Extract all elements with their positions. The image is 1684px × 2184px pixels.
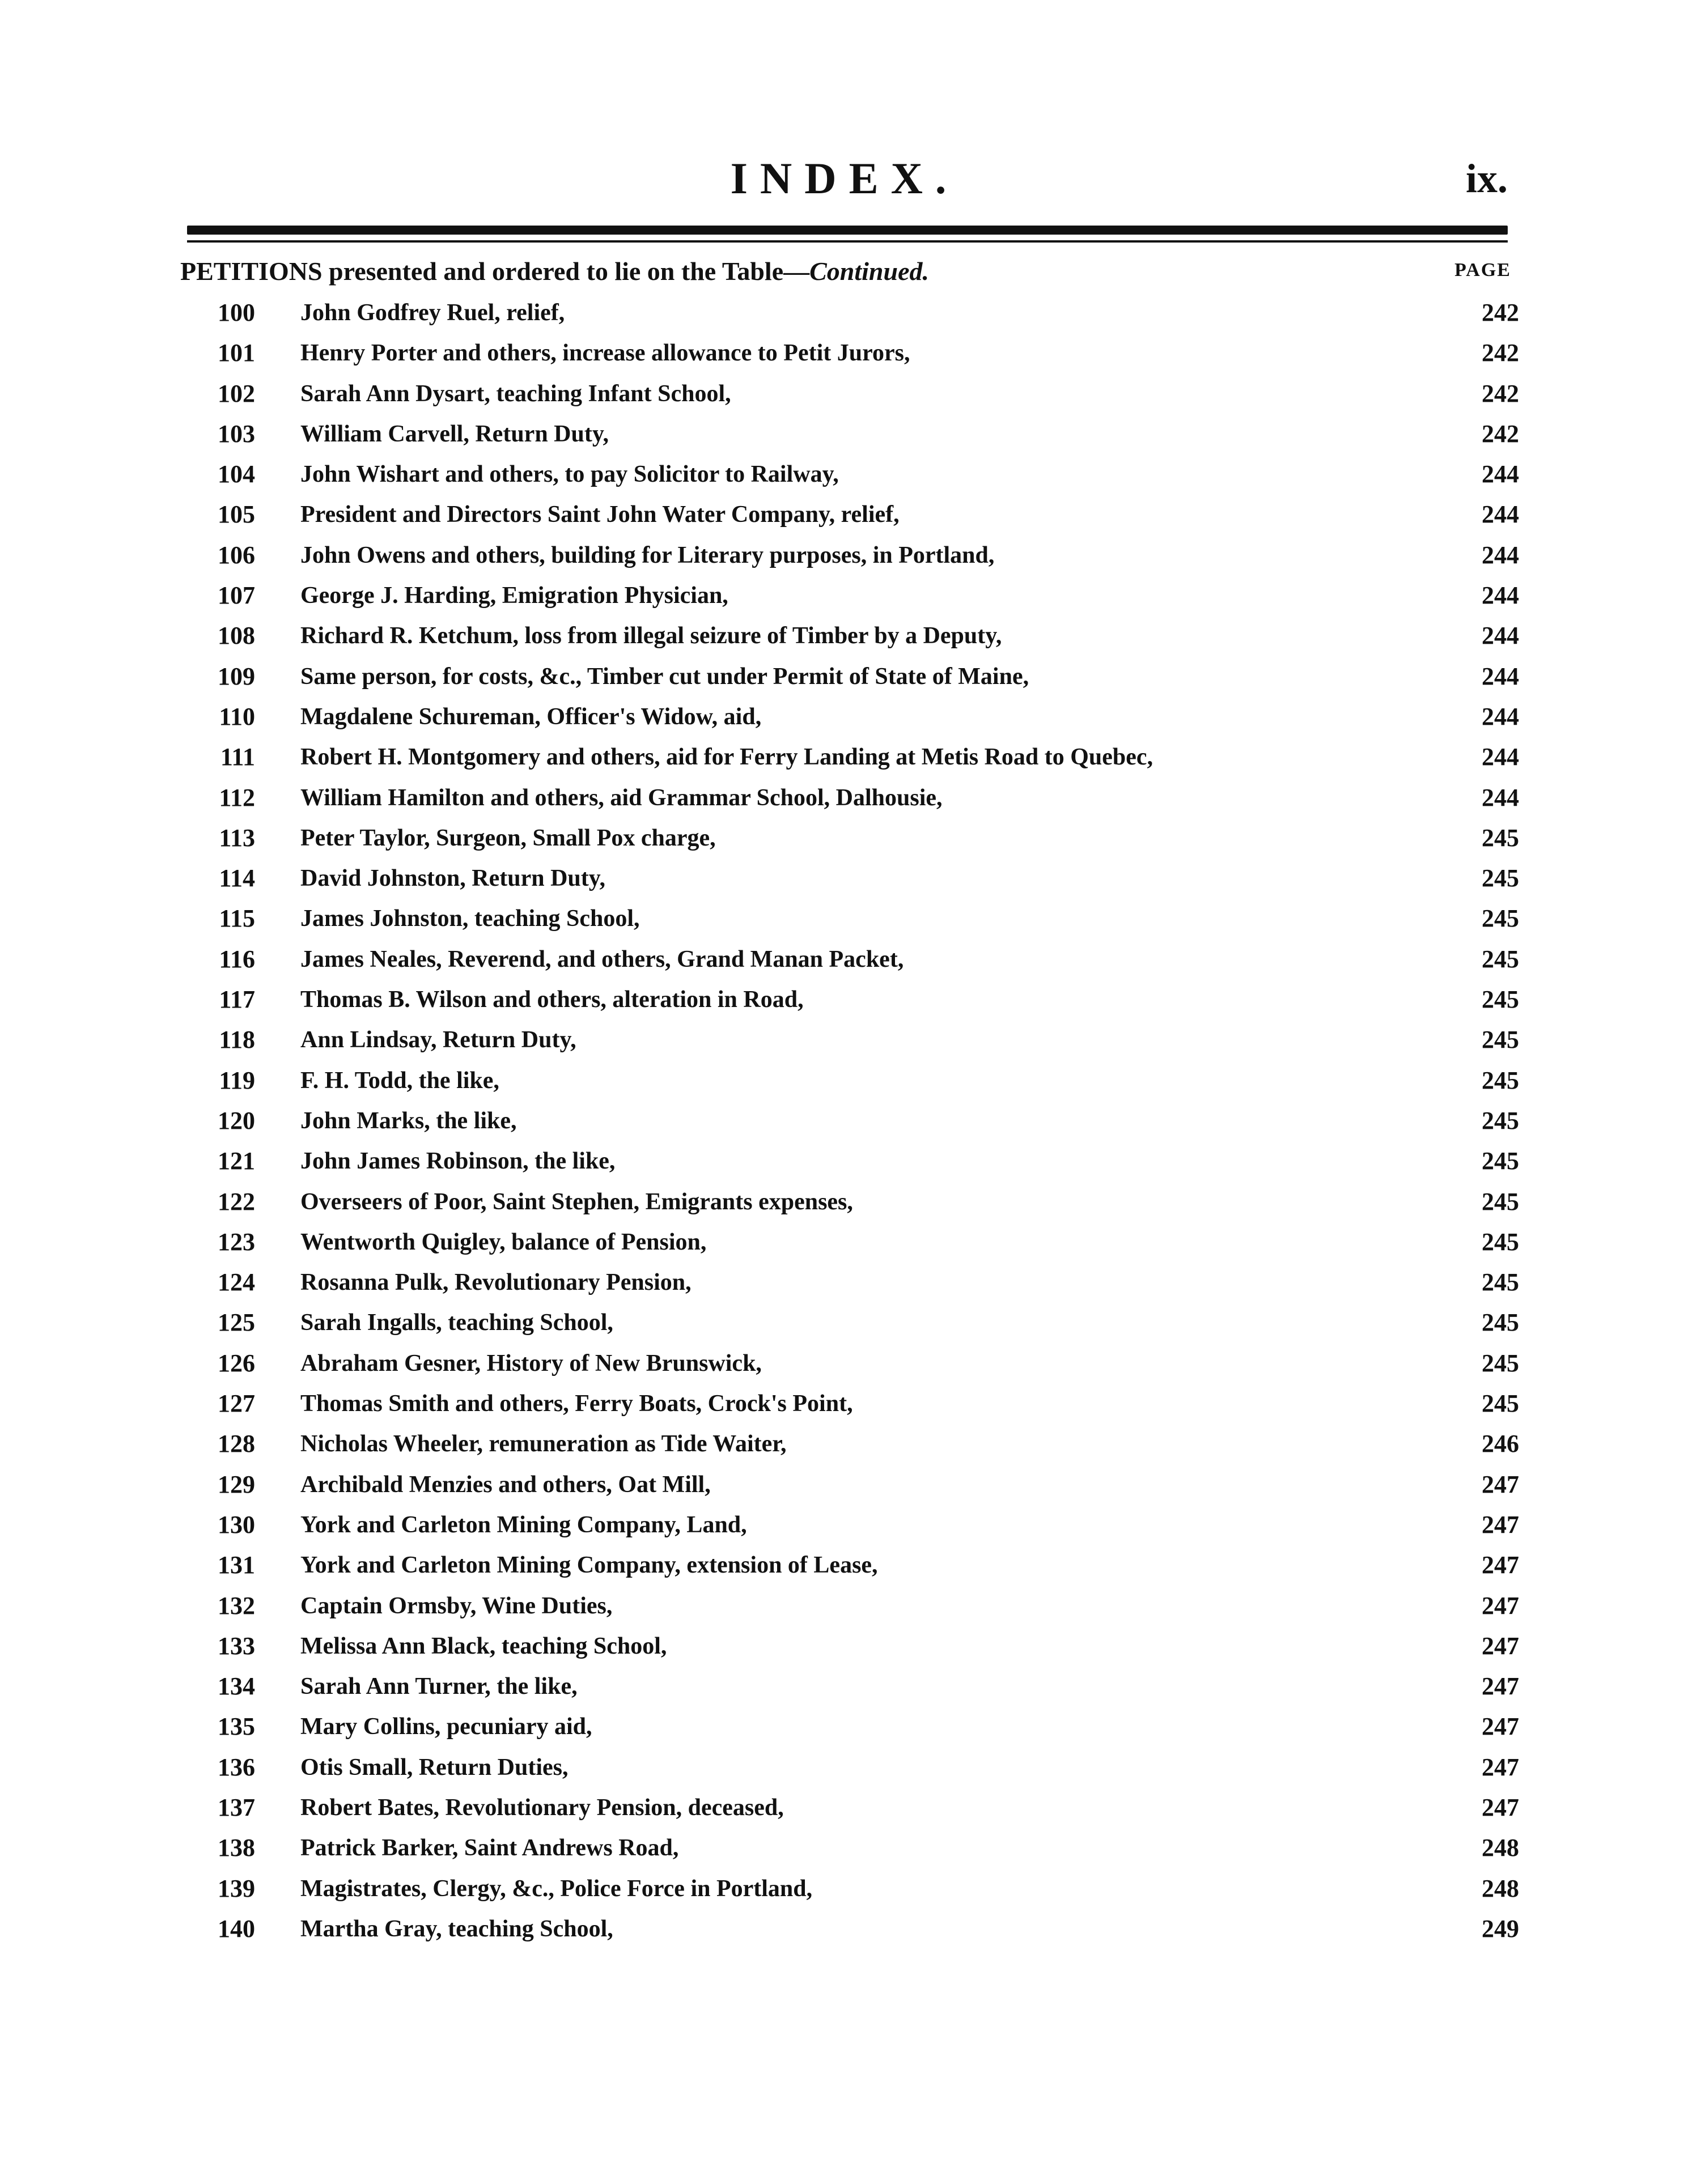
entry-number: 113 xyxy=(219,823,255,852)
index-entry xyxy=(0,373,1684,414)
entry-description: William Hamilton and others, aid Grammar School, Dalhousie, xyxy=(300,784,943,811)
entry-page-number: 244 xyxy=(1482,541,1519,569)
entry-page-number: 245 xyxy=(1482,1227,1519,1256)
entry-number: 107 xyxy=(218,581,255,610)
entry-number: 132 xyxy=(218,1591,255,1620)
index-entry xyxy=(0,454,1684,494)
index-entry xyxy=(0,1141,1684,1181)
entry-number: 118 xyxy=(219,1026,255,1054)
entry-page-number: 247 xyxy=(1482,1793,1519,1821)
index-entry xyxy=(0,1828,1684,1868)
entry-description: Abraham Gesner, History of New Brunswick, xyxy=(300,1350,762,1376)
entry-page-number: 245 xyxy=(1482,1147,1519,1175)
index-entry xyxy=(0,1262,1684,1302)
entry-number: 106 xyxy=(218,541,255,569)
entry-page-number: 247 xyxy=(1482,1753,1519,1781)
entry-page-number: 247 xyxy=(1482,1713,1519,1741)
index-entry xyxy=(0,1019,1684,1060)
index-entry xyxy=(0,333,1684,373)
entry-number: 136 xyxy=(218,1753,255,1781)
index-entry xyxy=(0,292,1684,333)
entry-number: 111 xyxy=(220,743,255,771)
entry-number: 127 xyxy=(218,1390,255,1418)
entry-description: York and Carleton Mining Company, Land, xyxy=(300,1511,747,1538)
entry-number: 117 xyxy=(219,985,255,1014)
entry-page-number: 245 xyxy=(1482,864,1519,893)
section-title-main: PETITIONS presented and ordered to lie on the Table— xyxy=(180,257,810,286)
entry-description: David Johnston, Return Duty, xyxy=(300,865,605,892)
index-entry xyxy=(0,1424,1684,1464)
entry-description: James Neales, Reverend, and others, Grand Manan Packet, xyxy=(300,946,904,972)
entry-description: Sarah Ann Dysart, teaching Infant School, xyxy=(300,380,731,407)
index-entry xyxy=(0,858,1684,898)
entry-description: Richard R. Ketchum, loss from illegal seizure of Timber by a Deputy, xyxy=(300,623,1002,649)
entry-page-number: 245 xyxy=(1482,1106,1519,1135)
entry-description: Captain Ormsby, Wine Duties, xyxy=(300,1592,613,1619)
index-entry xyxy=(0,1302,1684,1342)
index-entry xyxy=(0,1505,1684,1545)
entry-number: 102 xyxy=(218,379,255,407)
entry-number: 126 xyxy=(218,1349,255,1377)
entry-description: Mary Collins, pecuniary aid, xyxy=(300,1714,592,1740)
entry-page-number: 245 xyxy=(1482,1308,1519,1337)
entry-page-number: 247 xyxy=(1482,1470,1519,1498)
entry-description: Same person, for costs, &c., Timber cut under Permit of State of Maine, xyxy=(300,663,1029,690)
entry-page-number: 245 xyxy=(1482,1349,1519,1377)
entry-number: 101 xyxy=(218,339,255,367)
index-entry xyxy=(0,1383,1684,1424)
entry-description: Archibald Menzies and others, Oat Mill, xyxy=(300,1471,711,1498)
entry-description: F. H. Todd, the like, xyxy=(300,1067,499,1094)
entry-page-number: 245 xyxy=(1482,1268,1519,1297)
entry-description: Thomas Smith and others, Ferry Boats, Crock's Point, xyxy=(300,1391,853,1417)
index-entry xyxy=(0,1222,1684,1262)
index-entry xyxy=(0,1626,1684,1666)
entry-number: 122 xyxy=(218,1187,255,1216)
entry-number: 115 xyxy=(219,904,255,933)
index-entry xyxy=(0,696,1684,737)
page-title: INDEX. xyxy=(730,154,959,203)
entry-page-number: 245 xyxy=(1482,904,1519,933)
entry-page-number: 244 xyxy=(1482,743,1519,771)
entry-number: 125 xyxy=(218,1308,255,1337)
entry-page-number: 248 xyxy=(1482,1834,1519,1862)
index-entry xyxy=(0,535,1684,575)
index-entry xyxy=(0,1464,1684,1505)
entry-number: 109 xyxy=(218,662,255,690)
entry-number: 104 xyxy=(218,460,255,488)
entry-page-number: 245 xyxy=(1482,1026,1519,1054)
index-entry xyxy=(0,575,1684,615)
entry-description: Peter Taylor, Surgeon, Small Pox charge, xyxy=(300,825,716,851)
entry-description: Sarah Ann Turner, the like, xyxy=(300,1673,578,1700)
entry-number: 138 xyxy=(218,1834,255,1862)
entry-number: 130 xyxy=(218,1510,255,1539)
header-rule-thick xyxy=(187,226,1508,235)
index-entry xyxy=(0,1182,1684,1222)
entry-page-number: 247 xyxy=(1482,1510,1519,1539)
entry-number: 124 xyxy=(218,1268,255,1297)
entry-page-number: 242 xyxy=(1482,339,1519,367)
entry-description: George J. Harding, Emigration Physician, xyxy=(300,583,728,609)
index-entry xyxy=(0,1545,1684,1585)
index-entry xyxy=(0,1666,1684,1706)
entry-number: 112 xyxy=(219,783,255,811)
entry-description: Melissa Ann Black, teaching School, xyxy=(300,1633,667,1659)
entry-number: 110 xyxy=(219,702,255,730)
entry-description: William Carvell, Return Duty, xyxy=(300,420,609,447)
index-entry xyxy=(0,1060,1684,1101)
entry-number: 123 xyxy=(218,1227,255,1256)
section-title-continued: Continued. xyxy=(809,257,930,286)
entry-number: 119 xyxy=(219,1066,255,1094)
entry-description: Rosanna Pulk, Revolutionary Pension, xyxy=(300,1269,692,1296)
index-entry xyxy=(0,656,1684,696)
entry-number: 131 xyxy=(218,1551,255,1579)
page-header xyxy=(181,153,1508,221)
entry-description: Otis Small, Return Duties, xyxy=(300,1754,569,1781)
entry-page-number: 244 xyxy=(1482,702,1519,730)
entry-page-number: 245 xyxy=(1482,1066,1519,1094)
index-entry xyxy=(0,414,1684,454)
entry-number: 133 xyxy=(218,1631,255,1660)
index-entry xyxy=(0,1868,1684,1909)
entry-page-number: 247 xyxy=(1482,1672,1519,1701)
entry-page-number: 245 xyxy=(1482,985,1519,1014)
entry-number: 103 xyxy=(218,419,255,448)
index-entry xyxy=(0,615,1684,656)
entry-page-number: 247 xyxy=(1482,1591,1519,1620)
entry-description: John James Robinson, the like, xyxy=(300,1148,616,1175)
entry-number: 121 xyxy=(218,1147,255,1175)
entry-number: 114 xyxy=(219,864,255,893)
entry-page-number: 249 xyxy=(1482,1914,1519,1943)
entry-description: Thomas B. Wilson and others, alteration in Road, xyxy=(300,987,804,1013)
entry-description: John Owens and others, building for Literary purposes, in Portland, xyxy=(300,542,995,568)
index-entry xyxy=(0,898,1684,938)
entry-description: Overseers of Poor, Saint Stephen, Emigrants expenses, xyxy=(300,1188,853,1215)
entry-page-number: 247 xyxy=(1482,1551,1519,1579)
entry-description: President and Directors Saint John Water Company, relief, xyxy=(300,502,900,528)
index-entries xyxy=(0,292,1684,1949)
entry-number: 128 xyxy=(218,1430,255,1458)
entry-number: 129 xyxy=(218,1470,255,1498)
entry-number: 137 xyxy=(218,1793,255,1821)
entry-page-number: 245 xyxy=(1482,1187,1519,1216)
entry-description: Nicholas Wheeler, remuneration as Tide Waiter, xyxy=(300,1431,787,1458)
index-entry xyxy=(0,1909,1684,1949)
entry-description: Sarah Ingalls, teaching School, xyxy=(300,1310,613,1336)
header-rule-thin xyxy=(187,240,1508,243)
entry-page-number: 244 xyxy=(1482,500,1519,529)
entry-description: Martha Gray, teaching School, xyxy=(300,1915,613,1942)
index-entry xyxy=(0,494,1684,534)
entry-description: Magdalene Schureman, Officer's Widow, aid, xyxy=(300,703,762,730)
entry-number: 120 xyxy=(218,1106,255,1135)
entry-page-number: 244 xyxy=(1482,783,1519,811)
entry-number: 108 xyxy=(218,622,255,650)
entry-page-number: 245 xyxy=(1482,823,1519,852)
index-entry xyxy=(0,777,1684,818)
index-entry xyxy=(0,1706,1684,1747)
entry-page-number: 247 xyxy=(1482,1631,1519,1660)
entry-page-number: 245 xyxy=(1482,1390,1519,1418)
entry-page-number: 242 xyxy=(1482,299,1519,326)
entry-number: 139 xyxy=(218,1874,255,1902)
entry-description: Robert H. Montgomery and others, aid for Ferry Landing at Metis Road to Quebec, xyxy=(300,744,1153,771)
section-title xyxy=(180,256,929,286)
entry-description: Ann Lindsay, Return Duty, xyxy=(300,1027,576,1053)
section-heading xyxy=(180,256,1518,292)
page-number: ix. xyxy=(1465,156,1508,201)
entry-number: 135 xyxy=(218,1713,255,1741)
entry-page-number: 244 xyxy=(1482,460,1519,488)
entry-description: Magistrates, Clergy, &c., Police Force in Portland, xyxy=(300,1875,813,1902)
entry-description: York and Carleton Mining Company, extension of Lease, xyxy=(300,1552,878,1579)
index-entry xyxy=(0,737,1684,777)
entry-description: John Wishart and others, to pay Solicitor to Railway, xyxy=(300,461,839,488)
entry-page-number: 246 xyxy=(1482,1430,1519,1458)
entry-page-number: 244 xyxy=(1482,662,1519,690)
index-entry xyxy=(0,1787,1684,1828)
entry-description: Robert Bates, Revolutionary Pension, deceased, xyxy=(300,1794,784,1821)
entry-description: James Johnston, teaching School, xyxy=(300,906,640,932)
entry-page-number: 244 xyxy=(1482,581,1519,610)
index-entry xyxy=(0,979,1684,1019)
entry-number: 100 xyxy=(218,299,255,326)
index-entry xyxy=(0,939,1684,979)
entry-number: 105 xyxy=(218,500,255,529)
index-entry xyxy=(0,818,1684,858)
entry-page-number: 244 xyxy=(1482,622,1519,650)
entry-number: 116 xyxy=(219,945,255,973)
entry-description: Henry Porter and others, increase allowance to Petit Jurors, xyxy=(300,340,910,367)
entry-page-number: 248 xyxy=(1482,1874,1519,1902)
entry-page-number: 242 xyxy=(1482,379,1519,407)
index-entry xyxy=(0,1101,1684,1141)
index-entry xyxy=(0,1586,1684,1626)
entry-number: 134 xyxy=(218,1672,255,1701)
page-column-label: PAGE xyxy=(1454,260,1511,281)
entry-description: John Godfrey Ruel, relief, xyxy=(300,300,565,326)
entry-description: Patrick Barker, Saint Andrews Road, xyxy=(300,1835,679,1862)
entry-page-number: 242 xyxy=(1482,419,1519,448)
index-entry xyxy=(0,1747,1684,1787)
entry-description: John Marks, the like, xyxy=(300,1107,517,1134)
index-entry xyxy=(0,1343,1684,1383)
entry-page-number: 245 xyxy=(1482,945,1519,973)
entry-number: 140 xyxy=(218,1914,255,1943)
entry-description: Wentworth Quigley, balance of Pension, xyxy=(300,1229,707,1255)
